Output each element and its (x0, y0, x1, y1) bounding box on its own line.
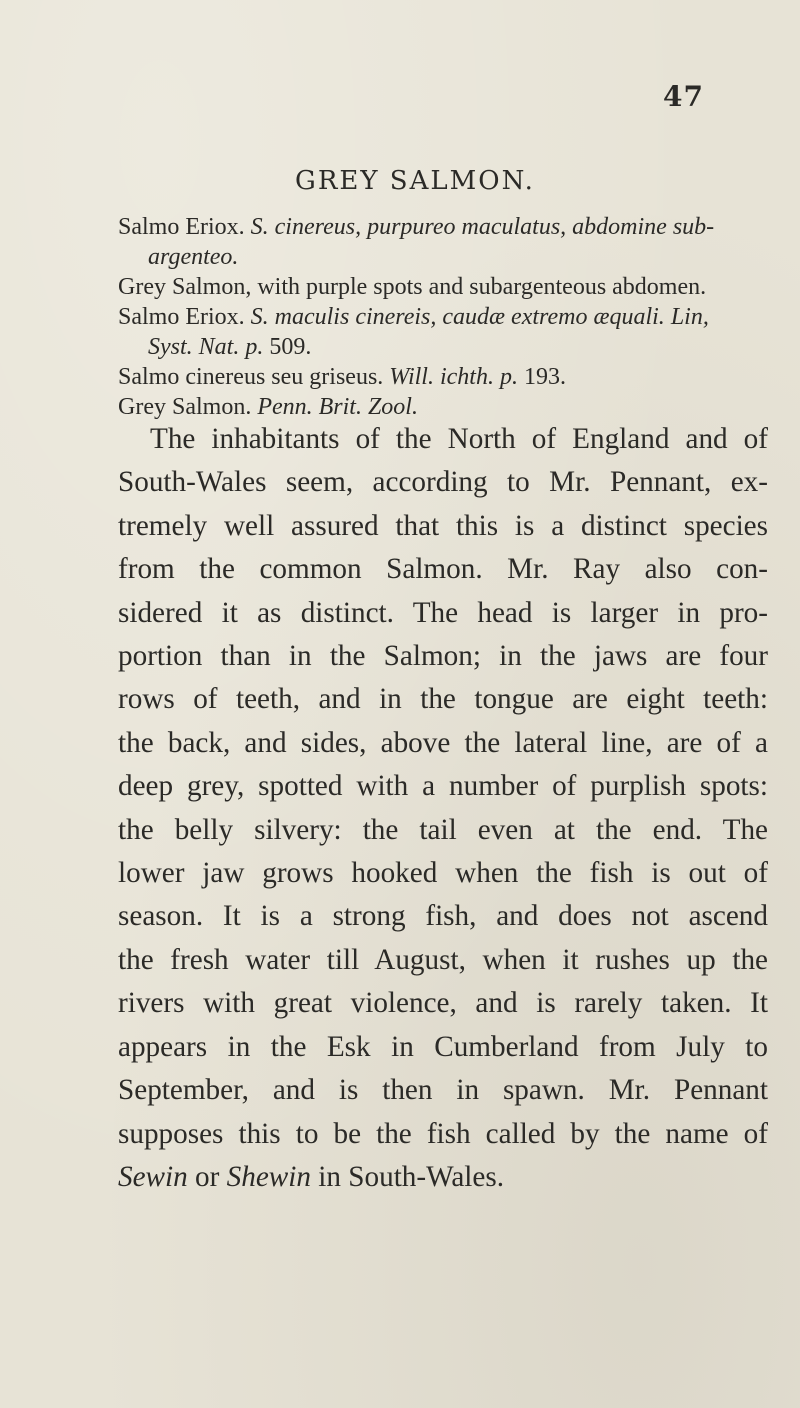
body-line: The inhabitants of the North of England and of (150, 423, 768, 455)
local-name-sewin: Sewin (118, 1160, 188, 1193)
body-line: sidered it as distinct. The head is larger in pro- (118, 596, 768, 629)
body-line: deep grey, spotted with a number of purplish spots: (118, 770, 768, 803)
synonym-name: Grey Salmon, with purple spots and subargenteous abdomen. (118, 274, 707, 300)
body-line: from the common Salmon. Mr. Ray also con- (118, 553, 768, 586)
synonym-name: Salmo Eriox. (118, 214, 245, 240)
synonym-description: S. cinereus, purpureo maculatus, abdomine sub- (250, 214, 715, 240)
body-line: season. It is a strong fish, and does not ascend (118, 900, 768, 933)
synonym-name: Salmo cinereus seu griseus. (118, 364, 384, 390)
synonym-reference: Lin, (670, 304, 709, 330)
synonymy-block (118, 212, 768, 422)
body-line: rows of teeth, and in the tongue are eight teeth: (118, 683, 768, 716)
synonym-entry (118, 302, 768, 362)
body-line: lower jaw grows hooked when the fish is out of (118, 857, 768, 890)
body-line: portion than in the Salmon; in the jaws are four (118, 640, 768, 673)
body-line: the back, and sides, above the lateral line, are of a (118, 726, 768, 759)
body-line: September, and is then in spawn. Mr. Pennant (118, 1074, 768, 1107)
synonym-name: Salmo Eriox. (118, 304, 245, 330)
synonym-reference-page: 509. (269, 334, 312, 360)
synonym-reference: Penn. Brit. Zool. (257, 394, 418, 420)
body-line: tremely well assured that this is a distinct species (118, 509, 768, 542)
body-line: the belly silvery: the tail even at the end. The (118, 813, 768, 846)
body-line: appears in the Esk in Cumberland from July to (118, 1030, 768, 1063)
synonym-entry (118, 362, 768, 392)
synonym-description-continuation: argenteo. (148, 244, 239, 270)
synonym-reference-page: 193. (523, 364, 566, 390)
body-line-last (118, 1156, 768, 1199)
body-line: South-Wales seem, according to Mr. Pennant, ex- (118, 466, 768, 499)
page-number: 47 (663, 80, 704, 113)
synonym-reference-continuation: Syst. Nat. p. (148, 334, 264, 360)
page-title: GREY SALMON. (295, 166, 535, 196)
synonym-name: Grey Salmon. (118, 394, 252, 420)
body-paragraph (118, 418, 768, 1199)
body-line: supposes this to be the fish called by the name of (118, 1117, 768, 1150)
synonym-entry (118, 272, 768, 302)
body-line: rivers with great violence, and is rarely taken. It (118, 987, 768, 1020)
body-line: the fresh water till August, when it rushes up the (118, 943, 768, 976)
conjunction: or (187, 1160, 227, 1193)
synonym-entry (118, 212, 768, 272)
synonym-reference: Will. ichth. p. (389, 364, 518, 390)
location-text: in South-Wales. (310, 1160, 505, 1193)
synonym-description: S. maculis cinereis, caudæ extremo æquali. (250, 304, 665, 330)
local-name-shewin: Shewin (226, 1160, 311, 1193)
